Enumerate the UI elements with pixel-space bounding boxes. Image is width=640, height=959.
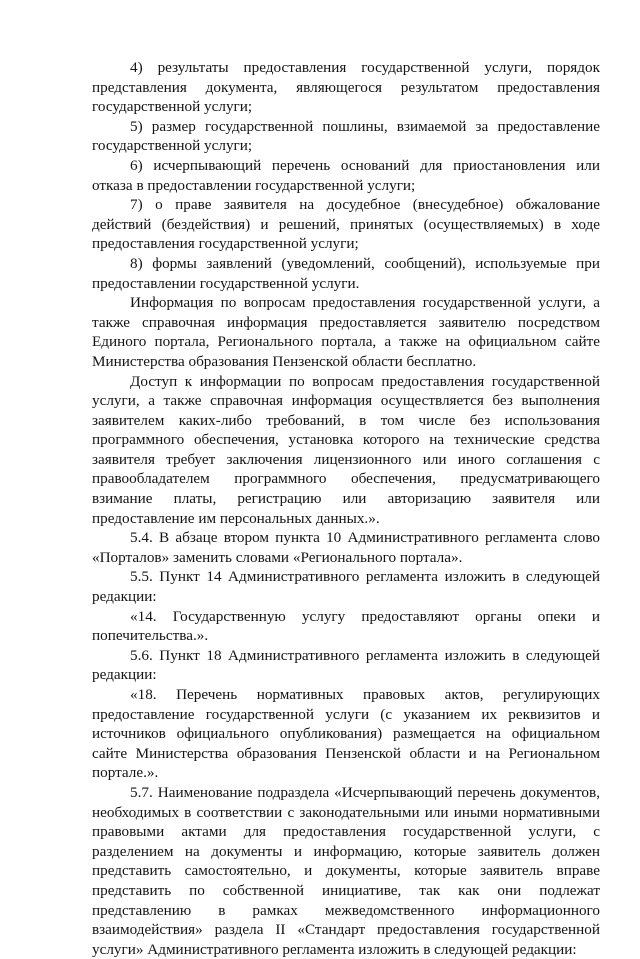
paragraph-5-5: 5.5. Пункт 14 Административного регламента изложить в следующей редакции: xyxy=(92,568,600,606)
paragraph-5-7: 5.7. Наименование подраздела «Исчерпывающий перечень документов, необходимых в соответствии с законодательными или иными нормативными правовыми актами для предоставления государственной услуги, с разделением на документы и информацию, которые заявитель должен представить самостоятельно, и документы, которые заявитель вправе представить по собственной инициативе, так как они подлежат представлению в рамках межведомственного информационного взаимодействия» раздела II «Стандарт предоставления государственной услуги» Административного регламента изложить в следующей редакции: xyxy=(92,783,600,958)
paragraph-point-18: «18. Перечень нормативных правовых актов, регулирующих предоставление государственной услуги (с указанием их реквизитов и источников официального опубликования) размещается на официальном сайте Министерства образования Пензенской области и на Региональном портале.». xyxy=(92,686,600,782)
paragraph-5-6: 5.6. Пункт 18 Административного регламента изложить в следующей редакции: xyxy=(92,646,600,684)
paragraph-item-6: 6) исчерпывающий перечень оснований для приостановления или отказа в предоставлении государственной услуги; xyxy=(92,156,600,194)
paragraph-access: Доступ к информации по вопросам предоставления государственной услуги, а также справочная информация осуществляется без выполнения заявителем каких-либо требований, в том числе без использования программного обеспечения, установка которого на технические средства заявителя требует заключения лицензионного или иного соглашения с правообладателем программного обеспечения, предусматривающего взимание платы, регистрацию или авторизацию заявителя или предоставление им персональных данных.». xyxy=(92,372,600,527)
paragraph-5-4: 5.4. В абзаце втором пункта 10 Административного регламента слово «Порталов» заменить словами «Регионального портала». xyxy=(92,529,600,566)
paragraph-item-7: 7) о праве заявителя на досудебное (внесудебное) обжалование действий (бездействия) и решений, принятых (осуществляемых) в ходе предоставления государственной услуги; xyxy=(92,196,600,253)
paragraph-item-5: 5) размер государственной пошлины, взимаемой за предоставление государственной услуги; xyxy=(92,117,600,155)
paragraph-point-14: «14. Государственную услугу предоставляют органы опеки и попечительства.». xyxy=(92,607,600,645)
document-page xyxy=(92,58,600,959)
paragraph-item-8: 8) формы заявлений (уведомлений, сообщений), используемые при предоставлении государственной услуги. xyxy=(92,254,600,292)
paragraph-item-4: 4) результаты предоставления государственной услуги, порядок представления документа, являющегося результатом предоставления государственной услуги; xyxy=(92,59,600,116)
paragraph-information: Информация по вопросам предоставления государственной услуги, а также справочная информация предоставляется заявителю посредством Единого портала, Регионального портала, а также на официальном сайте Министерства образования Пензенской области бесплатно. xyxy=(92,294,600,370)
